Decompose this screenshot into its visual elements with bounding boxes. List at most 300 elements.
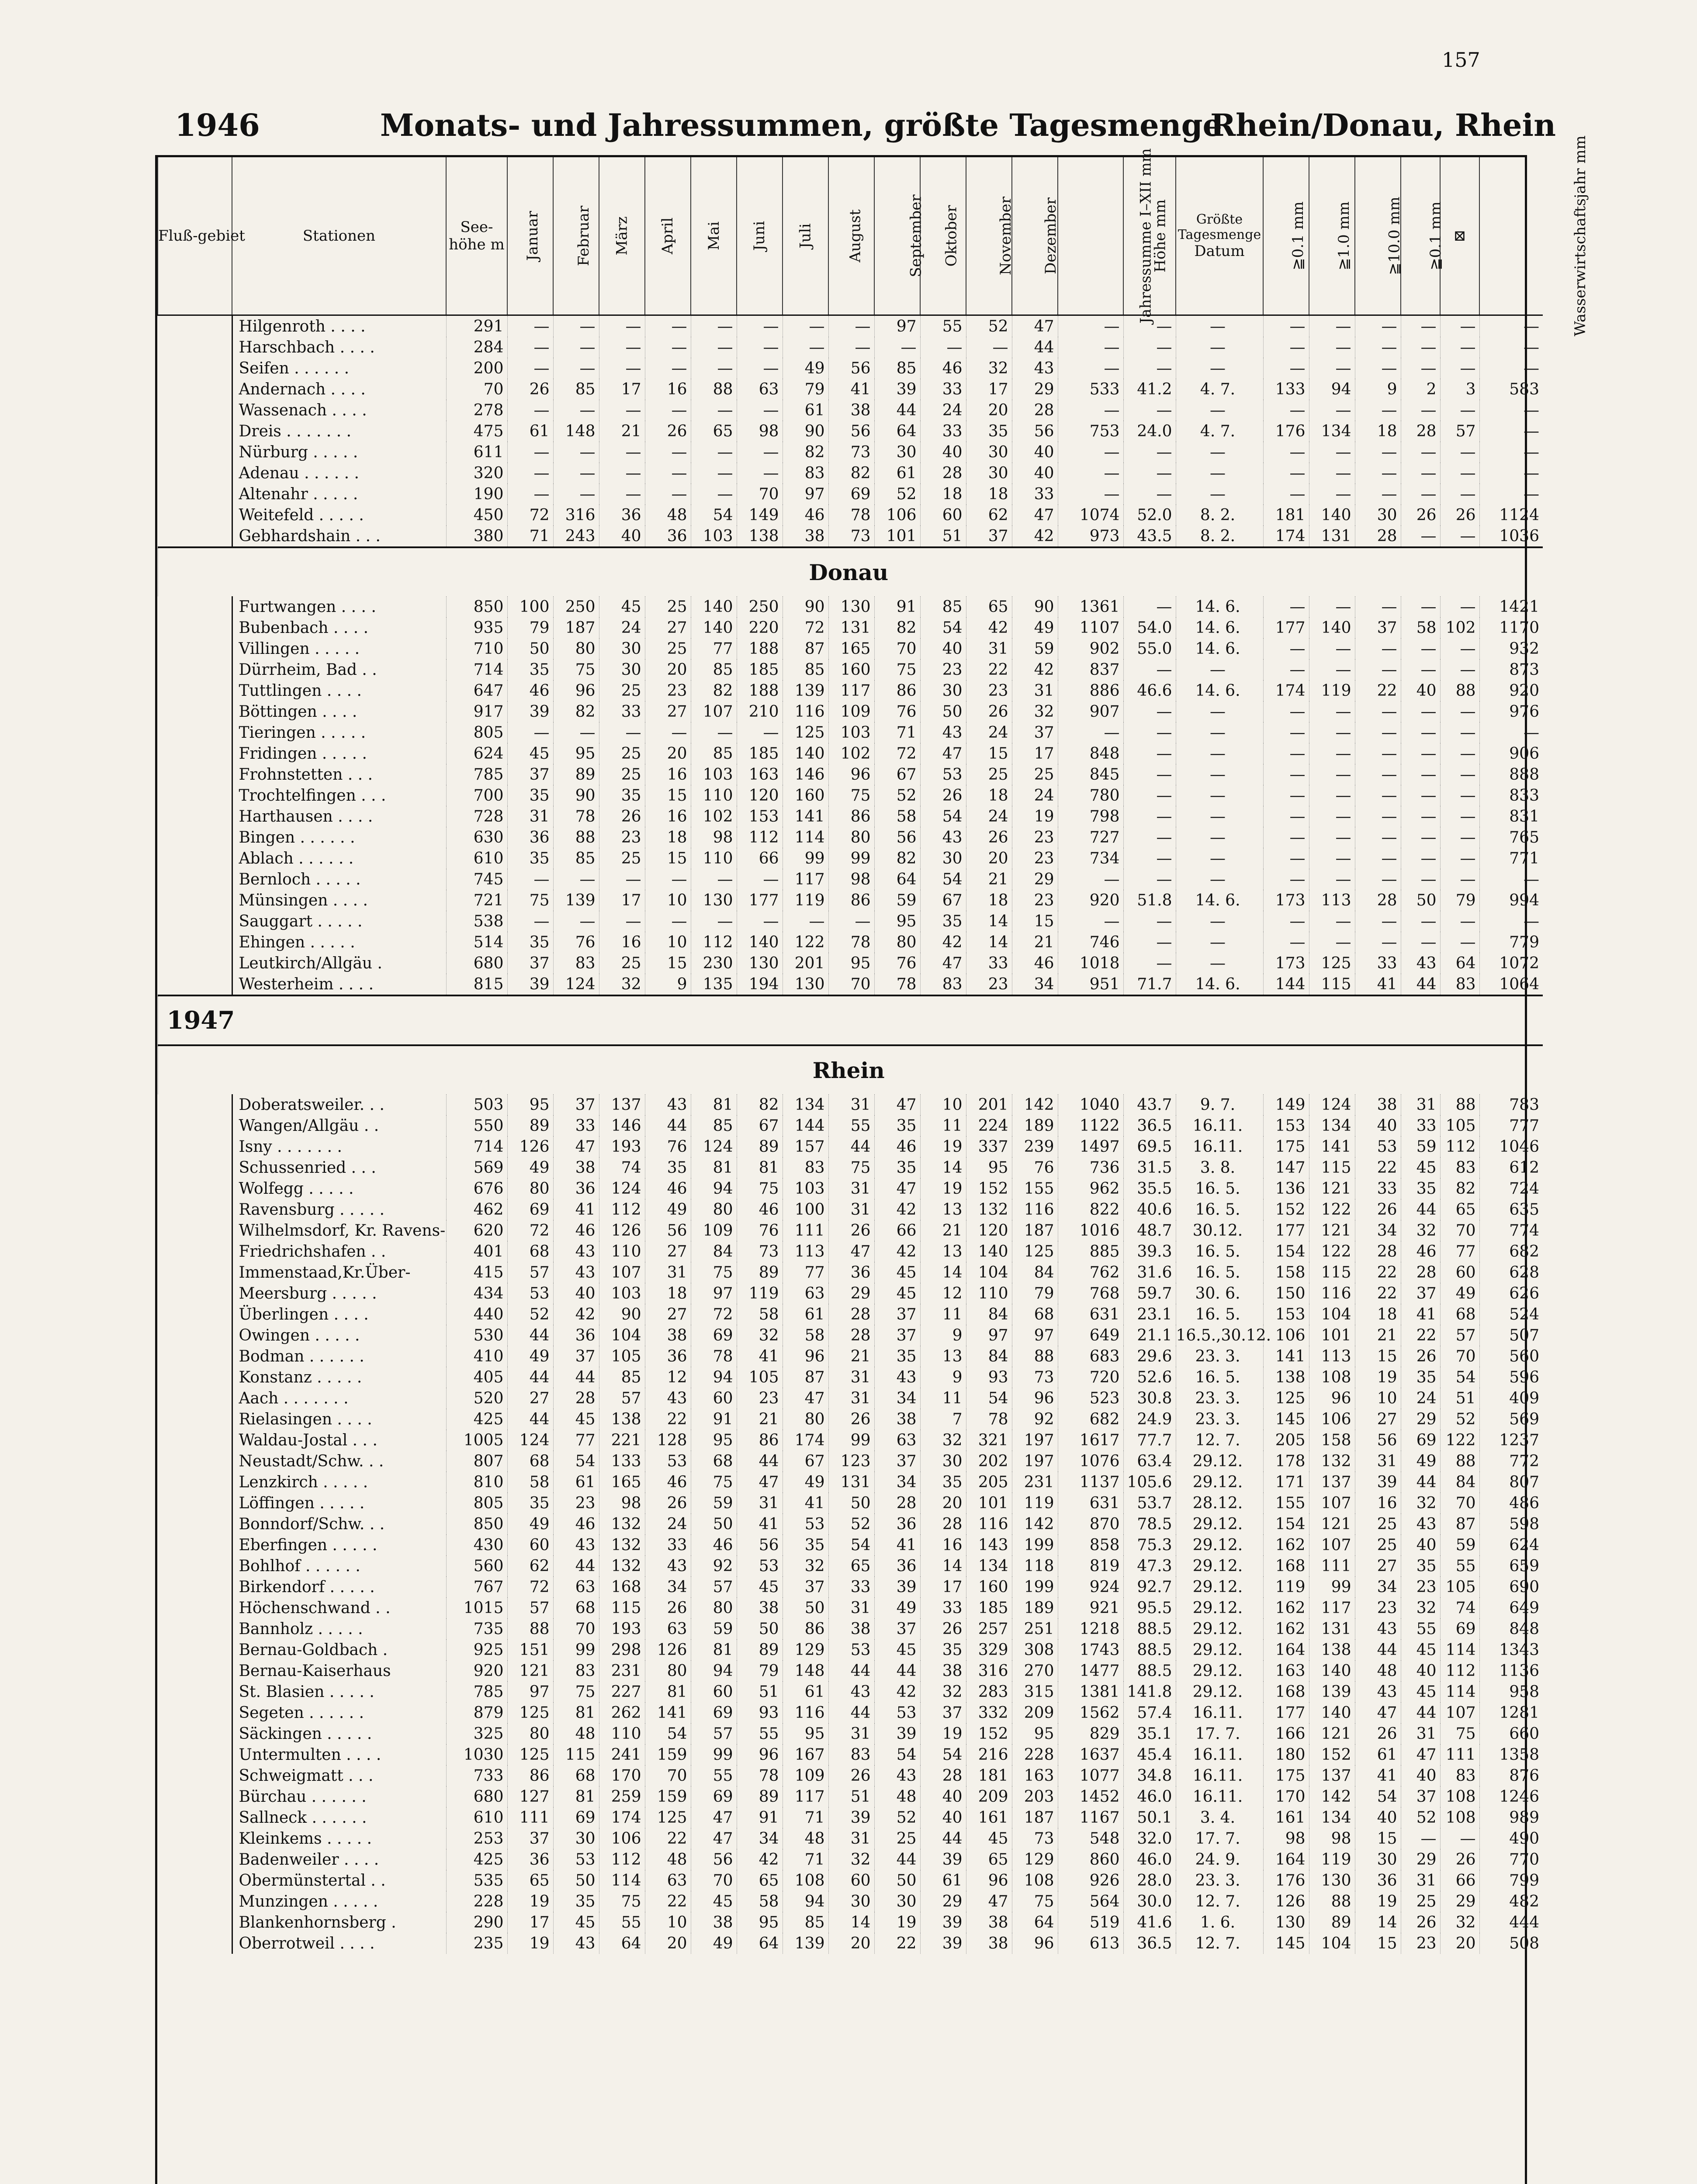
- value-cell: 95: [691, 1430, 737, 1451]
- col-month-9: September: [874, 157, 920, 315]
- value-cell: 113: [783, 1241, 828, 1262]
- value-cell: —: [1479, 463, 1543, 484]
- value-cell: 596: [1479, 1367, 1543, 1388]
- value-cell: —: [507, 358, 553, 379]
- value-cell: 28: [874, 1493, 920, 1514]
- value-cell: 860: [1058, 1849, 1123, 1870]
- value-cell: 44: [507, 1409, 553, 1430]
- value-cell: 174: [1263, 525, 1309, 547]
- value-cell: 125: [507, 1702, 553, 1723]
- table-row: [158, 911, 1543, 932]
- col-stationen: Stationen: [232, 157, 446, 315]
- value-cell: 77: [783, 1262, 828, 1283]
- value-cell: 24: [966, 806, 1012, 827]
- station-name: Höchenschwand . .: [232, 1597, 446, 1618]
- value-cell: 74: [1440, 1597, 1479, 1618]
- table-row: [158, 1660, 1543, 1681]
- value-cell: 81: [737, 1157, 783, 1178]
- value-cell: 158: [1309, 1430, 1355, 1451]
- value-cell: 52: [1440, 1409, 1479, 1430]
- col-month-1: Januar: [507, 157, 553, 315]
- value-cell: 36: [507, 827, 553, 848]
- value-cell: 141: [1263, 1346, 1309, 1367]
- value-cell: —: [507, 315, 553, 337]
- value-cell: 98: [691, 827, 737, 848]
- value-cell: —: [507, 400, 553, 421]
- river-group-cell: [158, 785, 232, 806]
- table-row: [158, 1870, 1543, 1891]
- value-cell: 17. 7.: [1176, 1828, 1263, 1849]
- station-elevation: 733: [446, 1765, 507, 1786]
- value-cell: 73: [737, 1241, 783, 1262]
- river-group-cell: [158, 1472, 232, 1493]
- value-cell: 92: [691, 1555, 737, 1576]
- value-cell: 42: [737, 1849, 783, 1870]
- value-cell: —: [1176, 400, 1263, 421]
- river-group-cell: [158, 1115, 232, 1136]
- value-cell: —: [1263, 484, 1309, 505]
- value-cell: 10: [645, 890, 691, 911]
- value-cell: 50: [691, 1514, 737, 1534]
- value-cell: —: [1263, 827, 1309, 848]
- value-cell: 27: [645, 617, 691, 638]
- value-cell: 36.5: [1123, 1933, 1176, 1954]
- river-group-cell: [158, 1933, 232, 1954]
- value-cell: 53: [874, 1702, 920, 1723]
- value-cell: —: [1058, 442, 1123, 463]
- river-group-cell: [158, 617, 232, 638]
- value-cell: 47: [737, 1472, 783, 1493]
- river-group-cell: [158, 764, 232, 785]
- value-cell: 18: [1355, 1304, 1401, 1325]
- value-cell: 84: [1012, 1262, 1058, 1283]
- station-elevation: 745: [446, 869, 507, 890]
- value-cell: 167: [783, 1744, 828, 1765]
- value-cell: —: [828, 315, 874, 337]
- value-cell: 160: [783, 785, 828, 806]
- value-cell: —: [1355, 400, 1401, 421]
- value-cell: 107: [1309, 1534, 1355, 1555]
- value-cell: 837: [1058, 659, 1123, 680]
- value-cell: 490: [1479, 1828, 1543, 1849]
- station-elevation: 550: [446, 1115, 507, 1136]
- value-cell: 44: [1355, 1639, 1401, 1660]
- value-cell: 60: [691, 1681, 737, 1702]
- value-cell: 64: [874, 869, 920, 890]
- value-cell: 34: [737, 1828, 783, 1849]
- value-cell: 107: [599, 1262, 645, 1283]
- value-cell: 26: [1401, 1912, 1440, 1933]
- value-cell: 47: [1355, 1702, 1401, 1723]
- value-cell: 14. 6.: [1176, 680, 1263, 701]
- value-cell: 270: [1012, 1660, 1058, 1681]
- value-cell: 34.8: [1123, 1765, 1176, 1786]
- value-cell: 102: [1440, 617, 1479, 638]
- value-cell: 23. 3.: [1176, 1388, 1263, 1409]
- value-cell: 20: [645, 659, 691, 680]
- value-cell: 114: [1440, 1639, 1479, 1660]
- value-cell: 39: [874, 1576, 920, 1597]
- value-cell: 58: [1401, 617, 1440, 638]
- value-cell: 44: [828, 1136, 874, 1157]
- value-cell: 67: [920, 890, 966, 911]
- station-elevation: 700: [446, 785, 507, 806]
- station-elevation: 850: [446, 1514, 507, 1534]
- value-cell: 132: [966, 1199, 1012, 1220]
- value-cell: 224: [966, 1115, 1012, 1136]
- value-cell: 121: [1309, 1178, 1355, 1199]
- value-cell: 19: [1355, 1367, 1401, 1388]
- value-cell: 298: [599, 1639, 645, 1660]
- value-cell: 24: [599, 617, 645, 638]
- station-name: Badenweiler . . . .: [232, 1849, 446, 1870]
- value-cell: 155: [1263, 1493, 1309, 1514]
- value-cell: 105: [737, 1367, 783, 1388]
- station-elevation: 721: [446, 890, 507, 911]
- value-cell: 230: [691, 953, 737, 974]
- value-cell: 159: [645, 1786, 691, 1807]
- value-cell: 83: [783, 463, 828, 484]
- river-group-cell: [158, 1849, 232, 1870]
- value-cell: 84: [1440, 1472, 1479, 1493]
- value-cell: 29.12.: [1176, 1514, 1263, 1534]
- station-elevation: 325: [446, 1723, 507, 1744]
- value-cell: —: [553, 722, 599, 743]
- value-cell: 93: [966, 1367, 1012, 1388]
- value-cell: 75: [599, 1891, 645, 1912]
- value-cell: 148: [553, 421, 599, 442]
- value-cell: —: [874, 337, 920, 358]
- value-cell: 140: [1309, 505, 1355, 525]
- value-cell: 99: [553, 1639, 599, 1660]
- col-datum: [1176, 157, 1263, 315]
- value-cell: 23: [1355, 1597, 1401, 1618]
- value-cell: 31: [828, 1828, 874, 1849]
- value-cell: —: [1401, 358, 1440, 379]
- station-elevation: 735: [446, 1618, 507, 1639]
- value-cell: 649: [1058, 1325, 1123, 1346]
- value-cell: —: [1263, 596, 1309, 617]
- value-cell: 25: [645, 596, 691, 617]
- value-cell: 65: [828, 1555, 874, 1576]
- value-cell: 48: [874, 1786, 920, 1807]
- value-cell: 1124: [1479, 505, 1543, 525]
- col-n01: ≧0.1 mm: [1263, 157, 1309, 315]
- value-cell: 548: [1058, 1828, 1123, 1849]
- value-cell: 161: [966, 1807, 1012, 1828]
- value-cell: 50: [1401, 890, 1440, 911]
- river-group-cell: [158, 1178, 232, 1199]
- table-row: [158, 1451, 1543, 1472]
- value-cell: 14: [920, 1157, 966, 1178]
- table-row: [158, 525, 1543, 547]
- station-elevation: 624: [446, 743, 507, 764]
- value-cell: 88: [1012, 1346, 1058, 1367]
- value-cell: 89: [737, 1639, 783, 1660]
- value-cell: 33: [553, 1115, 599, 1136]
- value-cell: —: [1479, 442, 1543, 463]
- value-cell: 105: [1440, 1576, 1479, 1597]
- value-cell: 888: [1479, 764, 1543, 785]
- value-cell: 115: [553, 1744, 599, 1765]
- value-cell: —: [553, 400, 599, 421]
- value-cell: 33: [828, 1576, 874, 1597]
- value-cell: —: [553, 358, 599, 379]
- value-cell: 44: [1012, 337, 1058, 358]
- station-name: Tieringen . . . . .: [232, 722, 446, 743]
- value-cell: —: [1355, 764, 1401, 785]
- value-cell: 848: [1479, 1618, 1543, 1639]
- value-cell: 26: [507, 379, 553, 400]
- value-cell: 78: [828, 505, 874, 525]
- value-cell: 63.4: [1123, 1451, 1176, 1472]
- table-row: [158, 337, 1543, 358]
- value-cell: 70: [874, 638, 920, 659]
- value-cell: —: [1176, 848, 1263, 869]
- value-cell: 28: [1355, 1241, 1401, 1262]
- value-cell: —: [1123, 869, 1176, 890]
- station-elevation: 1015: [446, 1597, 507, 1618]
- station-elevation: 935: [446, 617, 507, 638]
- value-cell: 40: [920, 638, 966, 659]
- value-cell: 112: [599, 1199, 645, 1220]
- value-cell: 132: [599, 1555, 645, 1576]
- value-cell: 508: [1479, 1933, 1543, 1954]
- value-cell: 49: [507, 1514, 553, 1534]
- value-cell: 833: [1479, 785, 1543, 806]
- value-cell: 89: [1309, 1912, 1355, 1933]
- value-cell: 31.5: [1123, 1157, 1176, 1178]
- value-cell: —: [645, 463, 691, 484]
- value-cell: 37: [874, 1304, 920, 1325]
- value-cell: 873: [1479, 659, 1543, 680]
- value-cell: 85: [599, 1367, 645, 1388]
- value-cell: 48: [1355, 1660, 1401, 1681]
- value-cell: 52: [828, 1514, 874, 1534]
- value-cell: —: [920, 337, 966, 358]
- value-cell: 40: [920, 442, 966, 463]
- value-cell: 523: [1058, 1388, 1123, 1409]
- river-group-cell: [158, 869, 232, 890]
- value-cell: 95: [874, 911, 920, 932]
- value-cell: —: [737, 463, 783, 484]
- value-cell: 1381: [1058, 1681, 1123, 1702]
- value-cell: 26: [1440, 1849, 1479, 1870]
- value-cell: 146: [783, 764, 828, 785]
- value-cell: 26: [1401, 505, 1440, 525]
- value-cell: 932: [1479, 638, 1543, 659]
- table-row: [158, 1828, 1543, 1849]
- value-cell: 38: [920, 1660, 966, 1681]
- value-cell: 37: [874, 1618, 920, 1639]
- value-cell: 1122: [1058, 1115, 1123, 1136]
- table-row: [158, 1618, 1543, 1639]
- value-cell: 30.8: [1123, 1388, 1176, 1409]
- value-cell: —: [1440, 743, 1479, 764]
- value-cell: —: [691, 869, 737, 890]
- station-elevation: 728: [446, 806, 507, 827]
- value-cell: —: [1401, 848, 1440, 869]
- value-cell: —: [1309, 932, 1355, 953]
- value-cell: 1077: [1058, 1765, 1123, 1786]
- value-cell: —: [1309, 743, 1355, 764]
- value-cell: 125: [645, 1807, 691, 1828]
- table-row: [158, 1115, 1543, 1136]
- value-cell: 15: [1355, 1828, 1401, 1849]
- value-cell: 659: [1479, 1555, 1543, 1576]
- value-cell: 55.0: [1123, 638, 1176, 659]
- value-cell: —: [1401, 442, 1440, 463]
- value-cell: —: [1401, 315, 1440, 337]
- value-cell: 39: [1355, 1472, 1401, 1493]
- value-cell: 122: [1440, 1430, 1479, 1451]
- value-cell: 727: [1058, 827, 1123, 848]
- value-cell: 105.6: [1123, 1472, 1176, 1493]
- table-row: [158, 659, 1543, 680]
- value-cell: 30: [828, 1891, 874, 1912]
- value-cell: 104: [1309, 1933, 1355, 1954]
- value-cell: 231: [1012, 1472, 1058, 1493]
- value-cell: —: [1355, 315, 1401, 337]
- value-cell: 45: [874, 1639, 920, 1660]
- station-name: Säckingen . . . . .: [232, 1723, 446, 1744]
- value-cell: —: [1176, 806, 1263, 827]
- value-cell: 23: [737, 1388, 783, 1409]
- value-cell: 13: [920, 1346, 966, 1367]
- value-cell: 24.9: [1123, 1409, 1176, 1430]
- value-cell: 316: [966, 1660, 1012, 1681]
- value-cell: 86: [507, 1765, 553, 1786]
- table-row: [158, 1094, 1543, 1115]
- value-cell: 1637: [1058, 1744, 1123, 1765]
- value-cell: 137: [599, 1094, 645, 1115]
- value-cell: 831: [1479, 806, 1543, 827]
- value-cell: 10: [1355, 1388, 1401, 1409]
- value-cell: 75: [737, 1178, 783, 1199]
- value-cell: 30.0: [1123, 1891, 1176, 1912]
- value-cell: 130: [783, 974, 828, 995]
- value-cell: 88: [1440, 1451, 1479, 1472]
- value-cell: 28: [553, 1388, 599, 1409]
- value-cell: 40: [1401, 1765, 1440, 1786]
- value-cell: 17: [599, 890, 645, 911]
- river-group-cell: [158, 1744, 232, 1765]
- value-cell: 28: [1012, 400, 1058, 421]
- value-cell: 108: [1012, 1870, 1058, 1891]
- value-cell: 78: [691, 1346, 737, 1367]
- value-cell: 35: [783, 1534, 828, 1555]
- value-cell: 20: [645, 743, 691, 764]
- value-cell: 38: [691, 1912, 737, 1933]
- value-cell: 75: [507, 890, 553, 911]
- value-cell: 136: [1263, 1178, 1309, 1199]
- value-cell: 59: [691, 1493, 737, 1514]
- value-cell: 42: [553, 1304, 599, 1325]
- value-cell: 97: [966, 1325, 1012, 1346]
- value-cell: 28: [1355, 890, 1401, 911]
- col-schnee: ≧0.1 mm: [1401, 157, 1440, 315]
- value-cell: —: [1176, 463, 1263, 484]
- value-cell: —: [1355, 848, 1401, 869]
- value-cell: 1016: [1058, 1220, 1123, 1241]
- value-cell: 38: [783, 525, 828, 547]
- value-cell: 16: [645, 806, 691, 827]
- value-cell: —: [1263, 764, 1309, 785]
- value-cell: 57: [691, 1576, 737, 1597]
- value-cell: 38: [828, 400, 874, 421]
- value-cell: 130: [828, 596, 874, 617]
- value-cell: 16.11.: [1176, 1744, 1263, 1765]
- col-n10: ≧1.0 mm: [1309, 157, 1355, 315]
- value-cell: 39: [507, 974, 553, 995]
- value-cell: 17: [599, 379, 645, 400]
- value-cell: —: [1440, 442, 1479, 463]
- river-group-cell: [158, 911, 232, 932]
- value-cell: 119: [1309, 680, 1355, 701]
- value-cell: —: [1401, 596, 1440, 617]
- value-cell: 162: [1263, 1597, 1309, 1618]
- station-name: Harschbach . . . .: [232, 337, 446, 358]
- value-cell: 50: [553, 1870, 599, 1891]
- value-cell: 150: [1263, 1283, 1309, 1304]
- value-cell: 203: [1012, 1786, 1058, 1807]
- value-cell: 631: [1058, 1493, 1123, 1514]
- station-name: Doberatsweiler. . .: [232, 1094, 446, 1115]
- value-cell: 12. 7.: [1176, 1933, 1263, 1954]
- value-cell: 116: [1012, 1199, 1058, 1220]
- table-row: [158, 1514, 1543, 1534]
- value-cell: 250: [553, 596, 599, 617]
- value-cell: 221: [599, 1430, 645, 1451]
- station-elevation: 440: [446, 1304, 507, 1325]
- value-cell: 1281: [1479, 1702, 1543, 1723]
- value-cell: 35: [507, 932, 553, 953]
- value-cell: 9: [920, 1367, 966, 1388]
- value-cell: 69: [1401, 1430, 1440, 1451]
- value-cell: 734: [1058, 848, 1123, 869]
- value-cell: 40.6: [1123, 1199, 1176, 1220]
- value-cell: 39: [874, 1723, 920, 1744]
- value-cell: 94: [1309, 379, 1355, 400]
- value-cell: 14. 6.: [1176, 617, 1263, 638]
- value-cell: 84: [691, 1241, 737, 1262]
- value-cell: 60: [507, 1534, 553, 1555]
- value-cell: 137: [1309, 1765, 1355, 1786]
- value-cell: 21: [828, 1346, 874, 1367]
- station-elevation: 680: [446, 1786, 507, 1807]
- value-cell: —: [1355, 596, 1401, 617]
- value-cell: 227: [599, 1681, 645, 1702]
- station-name: Bohlhof . . . . . .: [232, 1555, 446, 1576]
- value-cell: 81: [691, 1639, 737, 1660]
- value-cell: 73: [1012, 1367, 1058, 1388]
- value-cell: 84: [966, 1346, 1012, 1367]
- value-cell: —: [1309, 596, 1355, 617]
- value-cell: 31: [1401, 1723, 1440, 1744]
- value-cell: 52: [507, 1304, 553, 1325]
- value-cell: 112: [599, 1849, 645, 1870]
- value-cell: 139: [553, 890, 599, 911]
- value-cell: —: [1440, 525, 1479, 547]
- value-cell: 155: [1012, 1178, 1058, 1199]
- value-cell: 22: [1355, 1283, 1401, 1304]
- value-cell: 47: [874, 1094, 920, 1115]
- value-cell: 21: [1012, 932, 1058, 953]
- value-cell: —: [1440, 1828, 1479, 1849]
- station-name: Owingen . . . . .: [232, 1325, 446, 1346]
- value-cell: 29.12.: [1176, 1555, 1263, 1576]
- value-cell: —: [1263, 337, 1309, 358]
